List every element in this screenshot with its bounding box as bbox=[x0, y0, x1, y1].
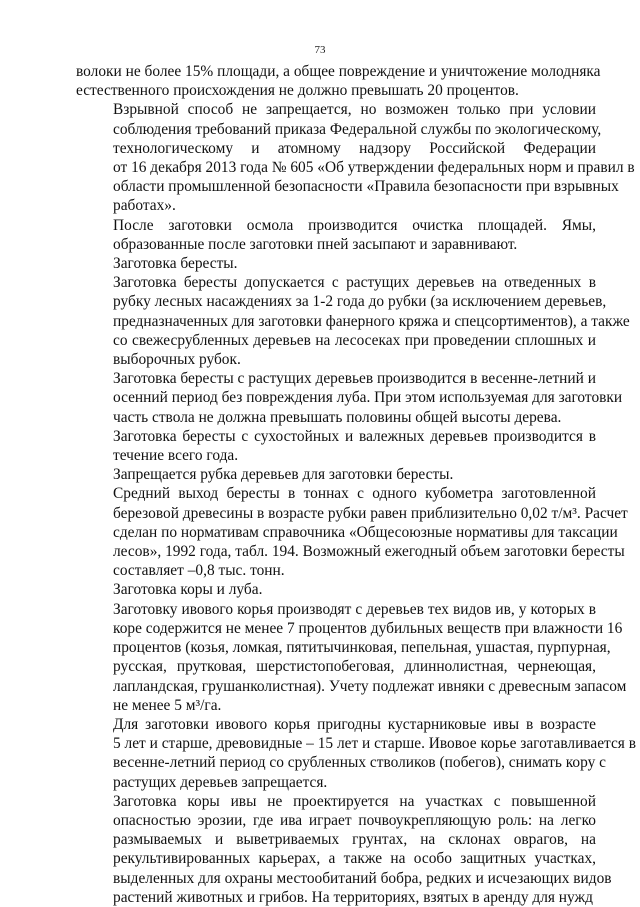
text-line: опасностью эрозии, где ива играет почвоукрепляющую роль: на легко bbox=[113, 811, 596, 829]
paragraph bbox=[76, 369, 623, 427]
text-line: лесов», 1992 года, табл. 194. Возможный ежегодный объем заготовки бересты bbox=[113, 543, 625, 561]
text-line: от 16 декабря 2013 года № 605 «Об утверждении федеральных норм и правил в bbox=[113, 159, 635, 177]
text-line: Заготовка коры и луба. bbox=[113, 581, 263, 599]
text-line: рекультивированных карьерах, а также на особо защитных участках, bbox=[113, 850, 596, 868]
text-line: растений животных и грибов. На территориях, взятых в аренду для нужд bbox=[113, 888, 594, 906]
text-line: естественного происхождения не должно превышать 20 процентов. bbox=[76, 82, 519, 100]
paragraph bbox=[76, 427, 596, 465]
text-line: осенний период без повреждения луба. При этом используемая для заготовки bbox=[113, 389, 623, 407]
text-line: Заготовка коры ивы не проектируется на участках с повышенной bbox=[113, 792, 596, 810]
text-line: Заготовка бересты допускается с растущих деревьев на отведенных в bbox=[113, 274, 596, 292]
paragraph bbox=[76, 216, 596, 254]
paragraph bbox=[76, 600, 627, 715]
paragraph bbox=[76, 580, 596, 599]
text-line: рубку лесных насаждениях за 1-2 года до рубки (за исключением деревьев, bbox=[113, 293, 607, 311]
text-line: волоки не более 15% площади, а общее повреждение и уничтожение молодняка bbox=[76, 63, 601, 80]
text-line: растущих деревьев запрещается. bbox=[113, 773, 328, 791]
paragraph bbox=[76, 273, 630, 369]
page-number: 73 bbox=[314, 44, 326, 56]
text-line: Запрещается рубка деревьев для заготовки бересты. bbox=[113, 466, 454, 484]
text-line: процентов (козья, ломкая, пятитычинковая, пепельная, ушастая, пурпурная, bbox=[113, 639, 611, 657]
text-line: Заготовку ивового корья производят с деревьев тех видов ив, у которых в bbox=[113, 600, 596, 618]
text-line: выделенных для охраны местообитаний бобра, редких и исчезающих видов bbox=[113, 869, 612, 887]
text-line: Заготовка бересты. bbox=[113, 255, 238, 273]
text-line: образованные после заготовки пней засыпают и заравнивают. bbox=[113, 235, 518, 253]
text-line: течение всего года. bbox=[113, 447, 239, 465]
text-line: Взрывной способ не запрещается, но возможен только при условии bbox=[113, 101, 596, 119]
text-line: 5 лет и старше, древовидные – 15 лет и старше. Ивовое корье заготавливается в bbox=[113, 735, 636, 753]
text-line: выборочных рубок. bbox=[113, 351, 241, 369]
text-line: весенне-летний период со срубленных стволиков (побегов), снимать кору с bbox=[113, 754, 606, 772]
text-line: После заготовки осмола производится очистка площадей. Ямы, bbox=[113, 216, 596, 234]
paragraph bbox=[76, 484, 628, 580]
text-line: области промышленной безопасности «Правила безопасности при взрывных bbox=[113, 178, 619, 196]
paragraph bbox=[76, 792, 612, 907]
paragraph bbox=[76, 62, 601, 100]
text-line: лапландская, грушанколистная). Учету подлежат ивняки с древесным запасом bbox=[113, 677, 627, 695]
text-line: березовой древесины в возрасте рубки равен приблизительно 0,02 т/м³. Расчет bbox=[113, 504, 628, 522]
text-line: соблюдения требований приказа Федеральной службы по экологическому, bbox=[113, 120, 602, 138]
text-line: коре содержится не менее 7 процентов дубильных веществ при влажности 16 bbox=[113, 619, 623, 637]
text-line: со свежесрубленных деревьев на лесосеках при проведении сплошных и bbox=[113, 331, 596, 349]
text-line: сделан по нормативам справочника «Общесоюзные нормативы для таксации bbox=[113, 523, 618, 541]
text-line: работах». bbox=[113, 197, 176, 215]
text-line: размываемых и выветриваемых грунтах, на склонах оврагов, на bbox=[113, 831, 596, 849]
text-line: Заготовка бересты с растущих деревьев производится в весенне-летний и bbox=[113, 370, 596, 388]
paragraph bbox=[76, 715, 636, 792]
document-body bbox=[76, 62, 636, 907]
text-line: Заготовка бересты с сухостойных и валежных деревьев производится в bbox=[113, 427, 596, 445]
text-line: русская, прутковая, шерстистопобеговая, длиннолистная, чернеющая, bbox=[113, 658, 596, 676]
text-line: Для заготовки ивового корья пригодны кустарниковые ивы в возрасте bbox=[113, 715, 596, 733]
paragraph bbox=[76, 100, 635, 215]
text-line: технологическому и атомному надзору Российской Федерации bbox=[113, 139, 596, 157]
text-line: составляет –0,8 тыс. тонн. bbox=[113, 562, 285, 580]
paragraph bbox=[76, 465, 596, 484]
paragraph bbox=[76, 254, 596, 273]
text-line: часть ствола не должна превышать половины общей высоты дерева. bbox=[113, 408, 562, 426]
text-line: предназначенных для заготовки фанерного кряжа и спецсортиментов), а также bbox=[113, 312, 630, 330]
text-line: Средний выход бересты в тоннах с одного кубометра заготовленной bbox=[113, 485, 596, 503]
text-line: не менее 5 м³/га. bbox=[113, 696, 222, 714]
